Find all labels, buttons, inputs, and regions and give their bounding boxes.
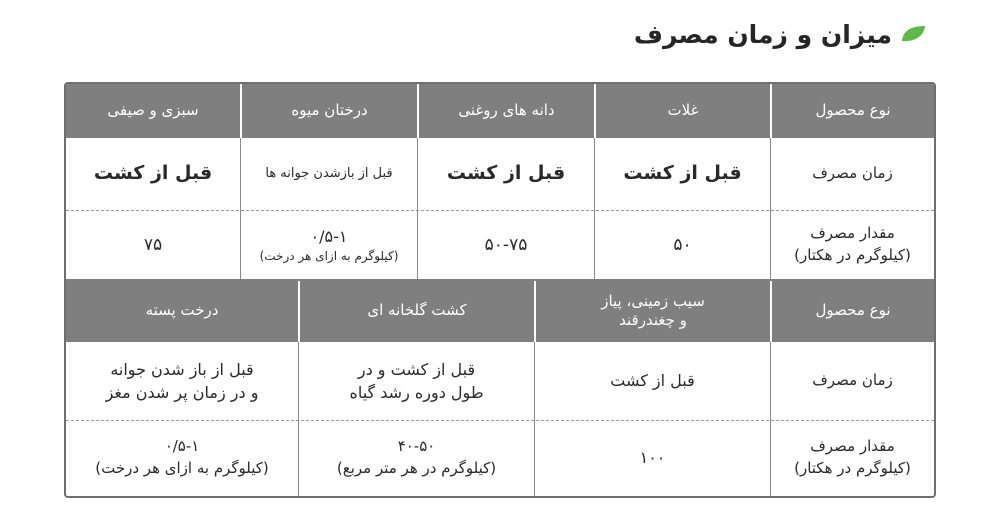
leaf-icon — [900, 25, 926, 43]
amount-pistachio — [66, 420, 298, 496]
time-oilseed: قبل از کشت — [417, 138, 594, 210]
time-pistachio-line1: قبل از باز شدن جوانه — [110, 359, 254, 379]
usage-table — [64, 82, 936, 498]
amount-oilseed: ۵۰-۷۵ — [417, 210, 594, 280]
amount-greenhouse-value: ۴۰-۵۰ — [397, 437, 436, 456]
time-greenhouse-line1: قبل از کشت و در — [357, 359, 476, 379]
amount-label-unit: (کیلوگرم در هکتار) — [794, 246, 911, 264]
table-section-2 — [66, 280, 934, 496]
header-product: نوع محصول — [770, 84, 934, 138]
time-grain: قبل از کشت — [594, 138, 770, 210]
amount-label — [770, 210, 934, 280]
time-potato: قبل از کشت — [534, 342, 770, 420]
time-pistachio — [66, 342, 298, 420]
time-row — [66, 138, 934, 210]
time-row-2 — [66, 342, 934, 420]
header-product-2: نوع محصول — [770, 280, 934, 342]
section-divider — [66, 279, 934, 281]
header-pistachio: درخت پسته — [145, 301, 219, 320]
amount-greenhouse — [298, 420, 534, 496]
header-oilseed: دانه های روغنی — [417, 84, 594, 138]
amount-label-2-title: مقدار مصرف — [810, 437, 895, 456]
amount-fruit-unit: (کیلوگرم به ازای هر درخت) — [259, 248, 399, 263]
header-vegetable: سبزی و صیفی — [107, 101, 199, 120]
amount-pistachio-unit: (کیلوگرم به ازای هر درخت) — [95, 459, 269, 477]
amount-label-2-unit: (کیلوگرم در هکتار) — [794, 459, 911, 477]
amount-label-2 — [770, 420, 934, 496]
header-potato-onion-beet — [534, 280, 770, 342]
amount-row-2 — [66, 420, 934, 496]
time-label-2: زمان مصرف — [770, 342, 934, 420]
page-title: میزان و زمان مصرف — [633, 19, 892, 49]
amount-pistachio-value: ۰/۵-۱ — [164, 437, 200, 456]
time-label: زمان مصرف — [770, 138, 934, 210]
amount-row — [66, 210, 934, 280]
section-header — [634, 14, 926, 54]
header-fruit-tree: درختان میوه — [240, 84, 417, 138]
header-potato-line2: و چغندرقند — [619, 311, 687, 329]
amount-fruit-tree — [240, 210, 417, 280]
amount-grain: ۵۰ — [594, 210, 770, 280]
time-fruit-tree: قبل از بازشدن جوانه ها — [240, 138, 417, 210]
header-grain: غلات — [594, 84, 770, 138]
time-vegetable: قبل از کشت — [93, 162, 213, 185]
header-row-2 — [66, 280, 934, 342]
amount-label-title: مقدار مصرف — [810, 224, 895, 243]
header-potato-line1: سیب زمینی، پیاز — [601, 291, 705, 310]
table-section-1 — [66, 84, 934, 280]
amount-vegetable: ۷۵ — [143, 234, 163, 255]
amount-potato: ۱۰۰ — [534, 420, 770, 496]
header-greenhouse: کشت گلخانه ای — [298, 280, 534, 342]
time-greenhouse — [298, 342, 534, 420]
time-greenhouse-line2: طول دوره رشد گیاه — [349, 383, 484, 402]
amount-greenhouse-unit: (کیلوگرم در هر متر مربع) — [336, 459, 497, 477]
time-pistachio-line2: و در زمان پر شدن مغز — [105, 383, 259, 402]
header-row — [66, 84, 934, 138]
amount-fruit-value: ۰/۵-۱ — [310, 226, 348, 246]
